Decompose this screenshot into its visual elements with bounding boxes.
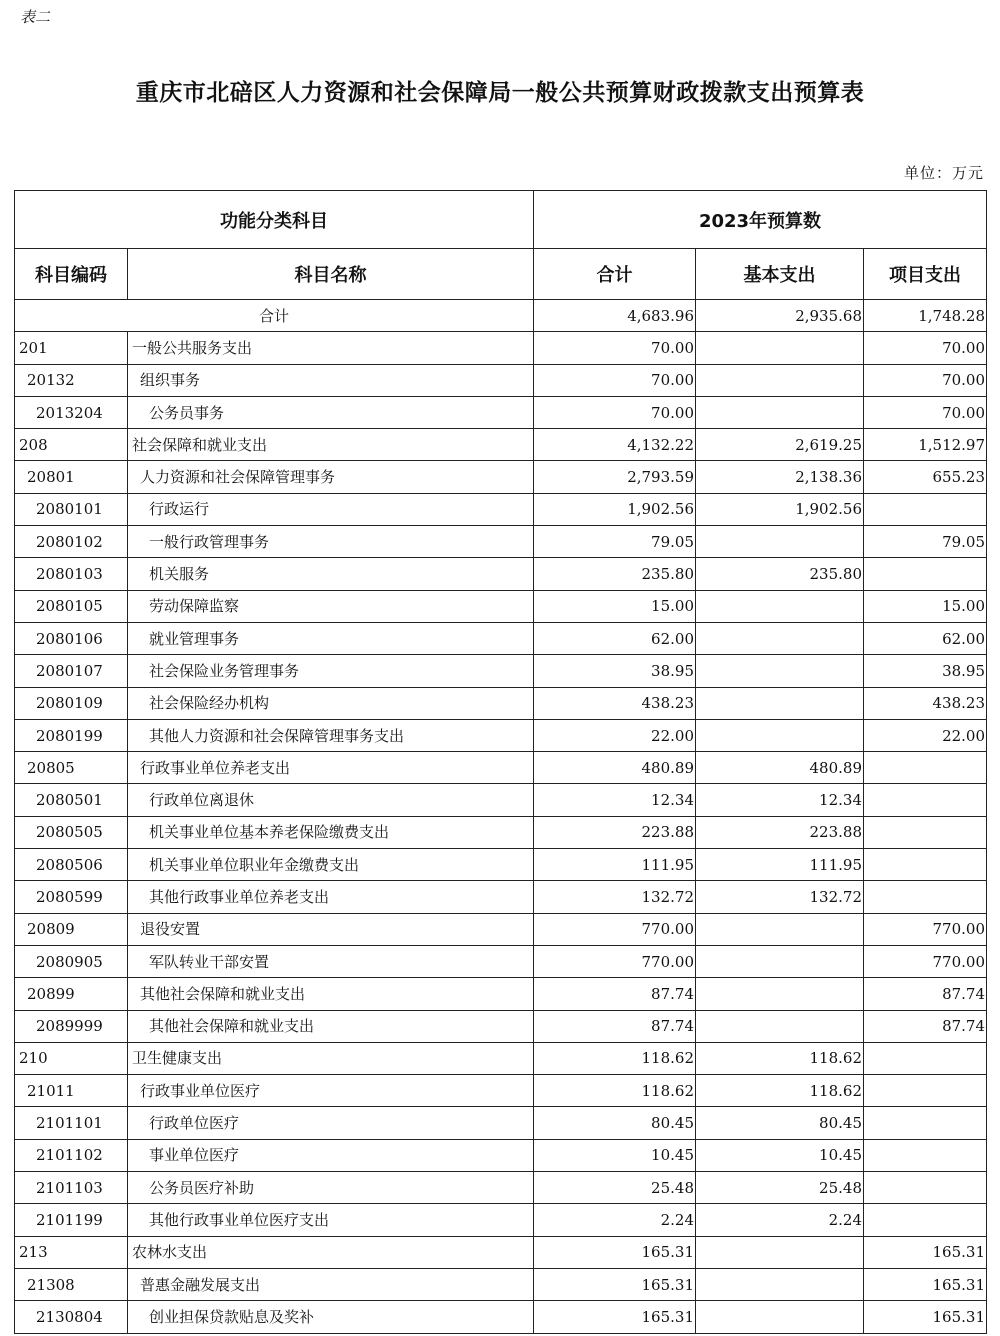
row-total: 62.00 [534, 622, 696, 654]
header-name: 科目名称 [128, 249, 534, 300]
row-project: 62.00 [864, 622, 987, 654]
row-project [864, 784, 987, 816]
row-name: 机关服务 [128, 558, 534, 590]
row-basic [696, 622, 864, 654]
row-basic: 1,902.56 [696, 493, 864, 525]
row-name: 社会保险业务管理事务 [128, 655, 534, 687]
row-code: 20132 [15, 364, 128, 396]
row-project [864, 1139, 987, 1171]
row-code: 213 [15, 1236, 128, 1268]
row-basic [696, 1268, 864, 1300]
row-project: 1,512.97 [864, 429, 987, 461]
row-project [864, 816, 987, 848]
total-row [15, 300, 987, 332]
row-code: 20809 [15, 913, 128, 945]
row-basic [696, 1301, 864, 1333]
table-row [15, 945, 987, 977]
row-name: 社会保障和就业支出 [128, 429, 534, 461]
table-row [15, 332, 987, 364]
row-name: 行政单位医疗 [128, 1107, 534, 1139]
row-project [864, 1172, 987, 1204]
row-name: 人力资源和社会保障管理事务 [128, 461, 534, 493]
table-row [15, 1236, 987, 1268]
table-row [15, 1010, 987, 1042]
table-row [15, 364, 987, 396]
row-basic [696, 1010, 864, 1042]
row-name: 其他行政事业单位医疗支出 [128, 1204, 534, 1236]
row-code: 2080103 [15, 558, 128, 590]
row-basic [696, 913, 864, 945]
row-total: 111.95 [534, 849, 696, 881]
row-basic: 12.34 [696, 784, 864, 816]
row-name: 其他人力资源和社会保障管理事务支出 [128, 719, 534, 751]
row-project: 770.00 [864, 945, 987, 977]
row-name: 军队转业干部安置 [128, 945, 534, 977]
row-project [864, 752, 987, 784]
row-name: 行政事业单位医疗 [128, 1075, 534, 1107]
row-total: 223.88 [534, 816, 696, 848]
table-row [15, 687, 987, 719]
row-code: 2013204 [15, 396, 128, 428]
row-total: 4,132.22 [534, 429, 696, 461]
row-code: 20805 [15, 752, 128, 784]
row-total: 87.74 [534, 1010, 696, 1042]
row-total: 132.72 [534, 881, 696, 913]
row-name: 事业单位医疗 [128, 1139, 534, 1171]
table-row [15, 590, 987, 622]
row-project: 87.74 [864, 978, 987, 1010]
row-name: 行政事业单位养老支出 [128, 752, 534, 784]
row-total: 87.74 [534, 978, 696, 1010]
row-project [864, 558, 987, 590]
row-basic [696, 590, 864, 622]
row-total: 2.24 [534, 1204, 696, 1236]
header-basic: 基本支出 [696, 249, 864, 300]
row-basic [696, 526, 864, 558]
row-project [864, 1204, 987, 1236]
table-row [15, 1268, 987, 1300]
row-project: 70.00 [864, 332, 987, 364]
row-code: 2080101 [15, 493, 128, 525]
row-total: 22.00 [534, 719, 696, 751]
row-project: 15.00 [864, 590, 987, 622]
table-row [15, 784, 987, 816]
row-code: 2080106 [15, 622, 128, 654]
row-basic: 118.62 [696, 1042, 864, 1074]
row-project: 655.23 [864, 461, 987, 493]
row-code: 2080105 [15, 590, 128, 622]
row-name: 创业担保贷款贴息及奖补 [128, 1301, 534, 1333]
total-sum: 4,683.96 [534, 300, 696, 332]
row-name: 行政运行 [128, 493, 534, 525]
table-row [15, 558, 987, 590]
row-project: 79.05 [864, 526, 987, 558]
header-project: 项目支出 [864, 249, 987, 300]
row-total: 70.00 [534, 396, 696, 428]
row-project: 87.74 [864, 1010, 987, 1042]
row-basic: 223.88 [696, 816, 864, 848]
row-name: 一般行政管理事务 [128, 526, 534, 558]
row-name: 一般公共服务支出 [128, 332, 534, 364]
row-name: 农林水支出 [128, 1236, 534, 1268]
row-total: 165.31 [534, 1268, 696, 1300]
row-project: 165.31 [864, 1236, 987, 1268]
row-project [864, 1042, 987, 1074]
table-row [15, 526, 987, 558]
row-code: 2080505 [15, 816, 128, 848]
total-project: 1,748.28 [864, 300, 987, 332]
row-code: 2080905 [15, 945, 128, 977]
row-name: 行政单位离退休 [128, 784, 534, 816]
row-code: 2080109 [15, 687, 128, 719]
row-total: 10.45 [534, 1139, 696, 1171]
row-name: 组织事务 [128, 364, 534, 396]
row-total: 1,902.56 [534, 493, 696, 525]
row-name: 公务员事务 [128, 396, 534, 428]
row-basic [696, 1236, 864, 1268]
row-total: 165.31 [534, 1301, 696, 1333]
row-project [864, 849, 987, 881]
row-project: 22.00 [864, 719, 987, 751]
row-total: 25.48 [534, 1172, 696, 1204]
row-basic [696, 364, 864, 396]
row-project: 165.31 [864, 1268, 987, 1300]
row-name: 公务员医疗补助 [128, 1172, 534, 1204]
page-title: 重庆市北碚区人力资源和社会保障局一般公共预算财政拨款支出预算表 [135, 80, 865, 106]
row-basic: 2,138.36 [696, 461, 864, 493]
table-row [15, 429, 987, 461]
row-basic [696, 332, 864, 364]
row-total: 770.00 [534, 913, 696, 945]
table-row [15, 1301, 987, 1333]
row-code: 2101101 [15, 1107, 128, 1139]
row-code: 21308 [15, 1268, 128, 1300]
row-basic: 25.48 [696, 1172, 864, 1204]
row-total: 235.80 [534, 558, 696, 590]
table-row [15, 719, 987, 751]
budget-table [14, 190, 987, 1334]
row-basic: 10.45 [696, 1139, 864, 1171]
table-row [15, 622, 987, 654]
row-code: 20899 [15, 978, 128, 1010]
row-basic: 2,619.25 [696, 429, 864, 461]
row-total: 2,793.59 [534, 461, 696, 493]
row-code: 2080199 [15, 719, 128, 751]
row-name: 就业管理事务 [128, 622, 534, 654]
row-project [864, 1107, 987, 1139]
table-row [15, 752, 987, 784]
row-total: 438.23 [534, 687, 696, 719]
row-total: 770.00 [534, 945, 696, 977]
row-total: 118.62 [534, 1042, 696, 1074]
table-row [15, 849, 987, 881]
row-project [864, 1075, 987, 1107]
row-total: 15.00 [534, 590, 696, 622]
row-project: 38.95 [864, 655, 987, 687]
row-code: 2089999 [15, 1010, 128, 1042]
row-total: 70.00 [534, 332, 696, 364]
table-row [15, 978, 987, 1010]
row-code: 21011 [15, 1075, 128, 1107]
row-name: 机关事业单位职业年金缴费支出 [128, 849, 534, 881]
row-basic: 480.89 [696, 752, 864, 784]
row-code: 2130804 [15, 1301, 128, 1333]
row-code: 2080506 [15, 849, 128, 881]
header-function-category: 功能分类科目 [15, 191, 534, 249]
total-basic: 2,935.68 [696, 300, 864, 332]
row-total: 80.45 [534, 1107, 696, 1139]
row-project: 770.00 [864, 913, 987, 945]
row-basic [696, 945, 864, 977]
row-code: 2080599 [15, 881, 128, 913]
header-budget-year: 2023年预算数 [534, 191, 987, 249]
table-row [15, 493, 987, 525]
row-total: 118.62 [534, 1075, 696, 1107]
table-row [15, 1075, 987, 1107]
table-row [15, 1139, 987, 1171]
row-name: 退役安置 [128, 913, 534, 945]
table-row [15, 1172, 987, 1204]
row-name: 其他社会保障和就业支出 [128, 978, 534, 1010]
row-name: 卫生健康支出 [128, 1042, 534, 1074]
row-basic [696, 978, 864, 1010]
row-code: 208 [15, 429, 128, 461]
row-basic: 132.72 [696, 881, 864, 913]
row-project: 165.31 [864, 1301, 987, 1333]
row-basic: 80.45 [696, 1107, 864, 1139]
table-row [15, 1042, 987, 1074]
row-basic [696, 396, 864, 428]
row-basic: 235.80 [696, 558, 864, 590]
table-row [15, 1107, 987, 1139]
row-total: 480.89 [534, 752, 696, 784]
row-code: 2080501 [15, 784, 128, 816]
table-row [15, 1204, 987, 1236]
row-code: 2101103 [15, 1172, 128, 1204]
row-total: 165.31 [534, 1236, 696, 1268]
row-project [864, 881, 987, 913]
table-row [15, 881, 987, 913]
row-total: 12.34 [534, 784, 696, 816]
row-project: 438.23 [864, 687, 987, 719]
row-basic [696, 655, 864, 687]
row-name: 其他社会保障和就业支出 [128, 1010, 534, 1042]
unit-label: 单位：万元 [903, 164, 984, 182]
row-code: 2101102 [15, 1139, 128, 1171]
row-name: 劳动保障监察 [128, 590, 534, 622]
table-tag: 表二 [20, 8, 51, 26]
row-code: 2101199 [15, 1204, 128, 1236]
table-row [15, 461, 987, 493]
total-label: 合计 [15, 300, 534, 332]
row-basic: 118.62 [696, 1075, 864, 1107]
header-total: 合计 [534, 249, 696, 300]
row-name: 普惠金融发展支出 [128, 1268, 534, 1300]
row-total: 79.05 [534, 526, 696, 558]
row-project [864, 493, 987, 525]
row-project: 70.00 [864, 396, 987, 428]
row-basic: 111.95 [696, 849, 864, 881]
row-name: 社会保险经办机构 [128, 687, 534, 719]
row-basic [696, 687, 864, 719]
row-total: 38.95 [534, 655, 696, 687]
row-total: 70.00 [534, 364, 696, 396]
row-name: 机关事业单位基本养老保险缴费支出 [128, 816, 534, 848]
row-basic: 2.24 [696, 1204, 864, 1236]
row-name: 其他行政事业单位养老支出 [128, 881, 534, 913]
row-basic [696, 719, 864, 751]
table-row [15, 816, 987, 848]
row-project: 70.00 [864, 364, 987, 396]
row-code: 2080102 [15, 526, 128, 558]
table-row [15, 655, 987, 687]
row-code: 2080107 [15, 655, 128, 687]
row-code: 201 [15, 332, 128, 364]
table-row [15, 396, 987, 428]
table-row [15, 913, 987, 945]
row-code: 20801 [15, 461, 128, 493]
header-code: 科目编码 [15, 249, 128, 300]
row-code: 210 [15, 1042, 128, 1074]
